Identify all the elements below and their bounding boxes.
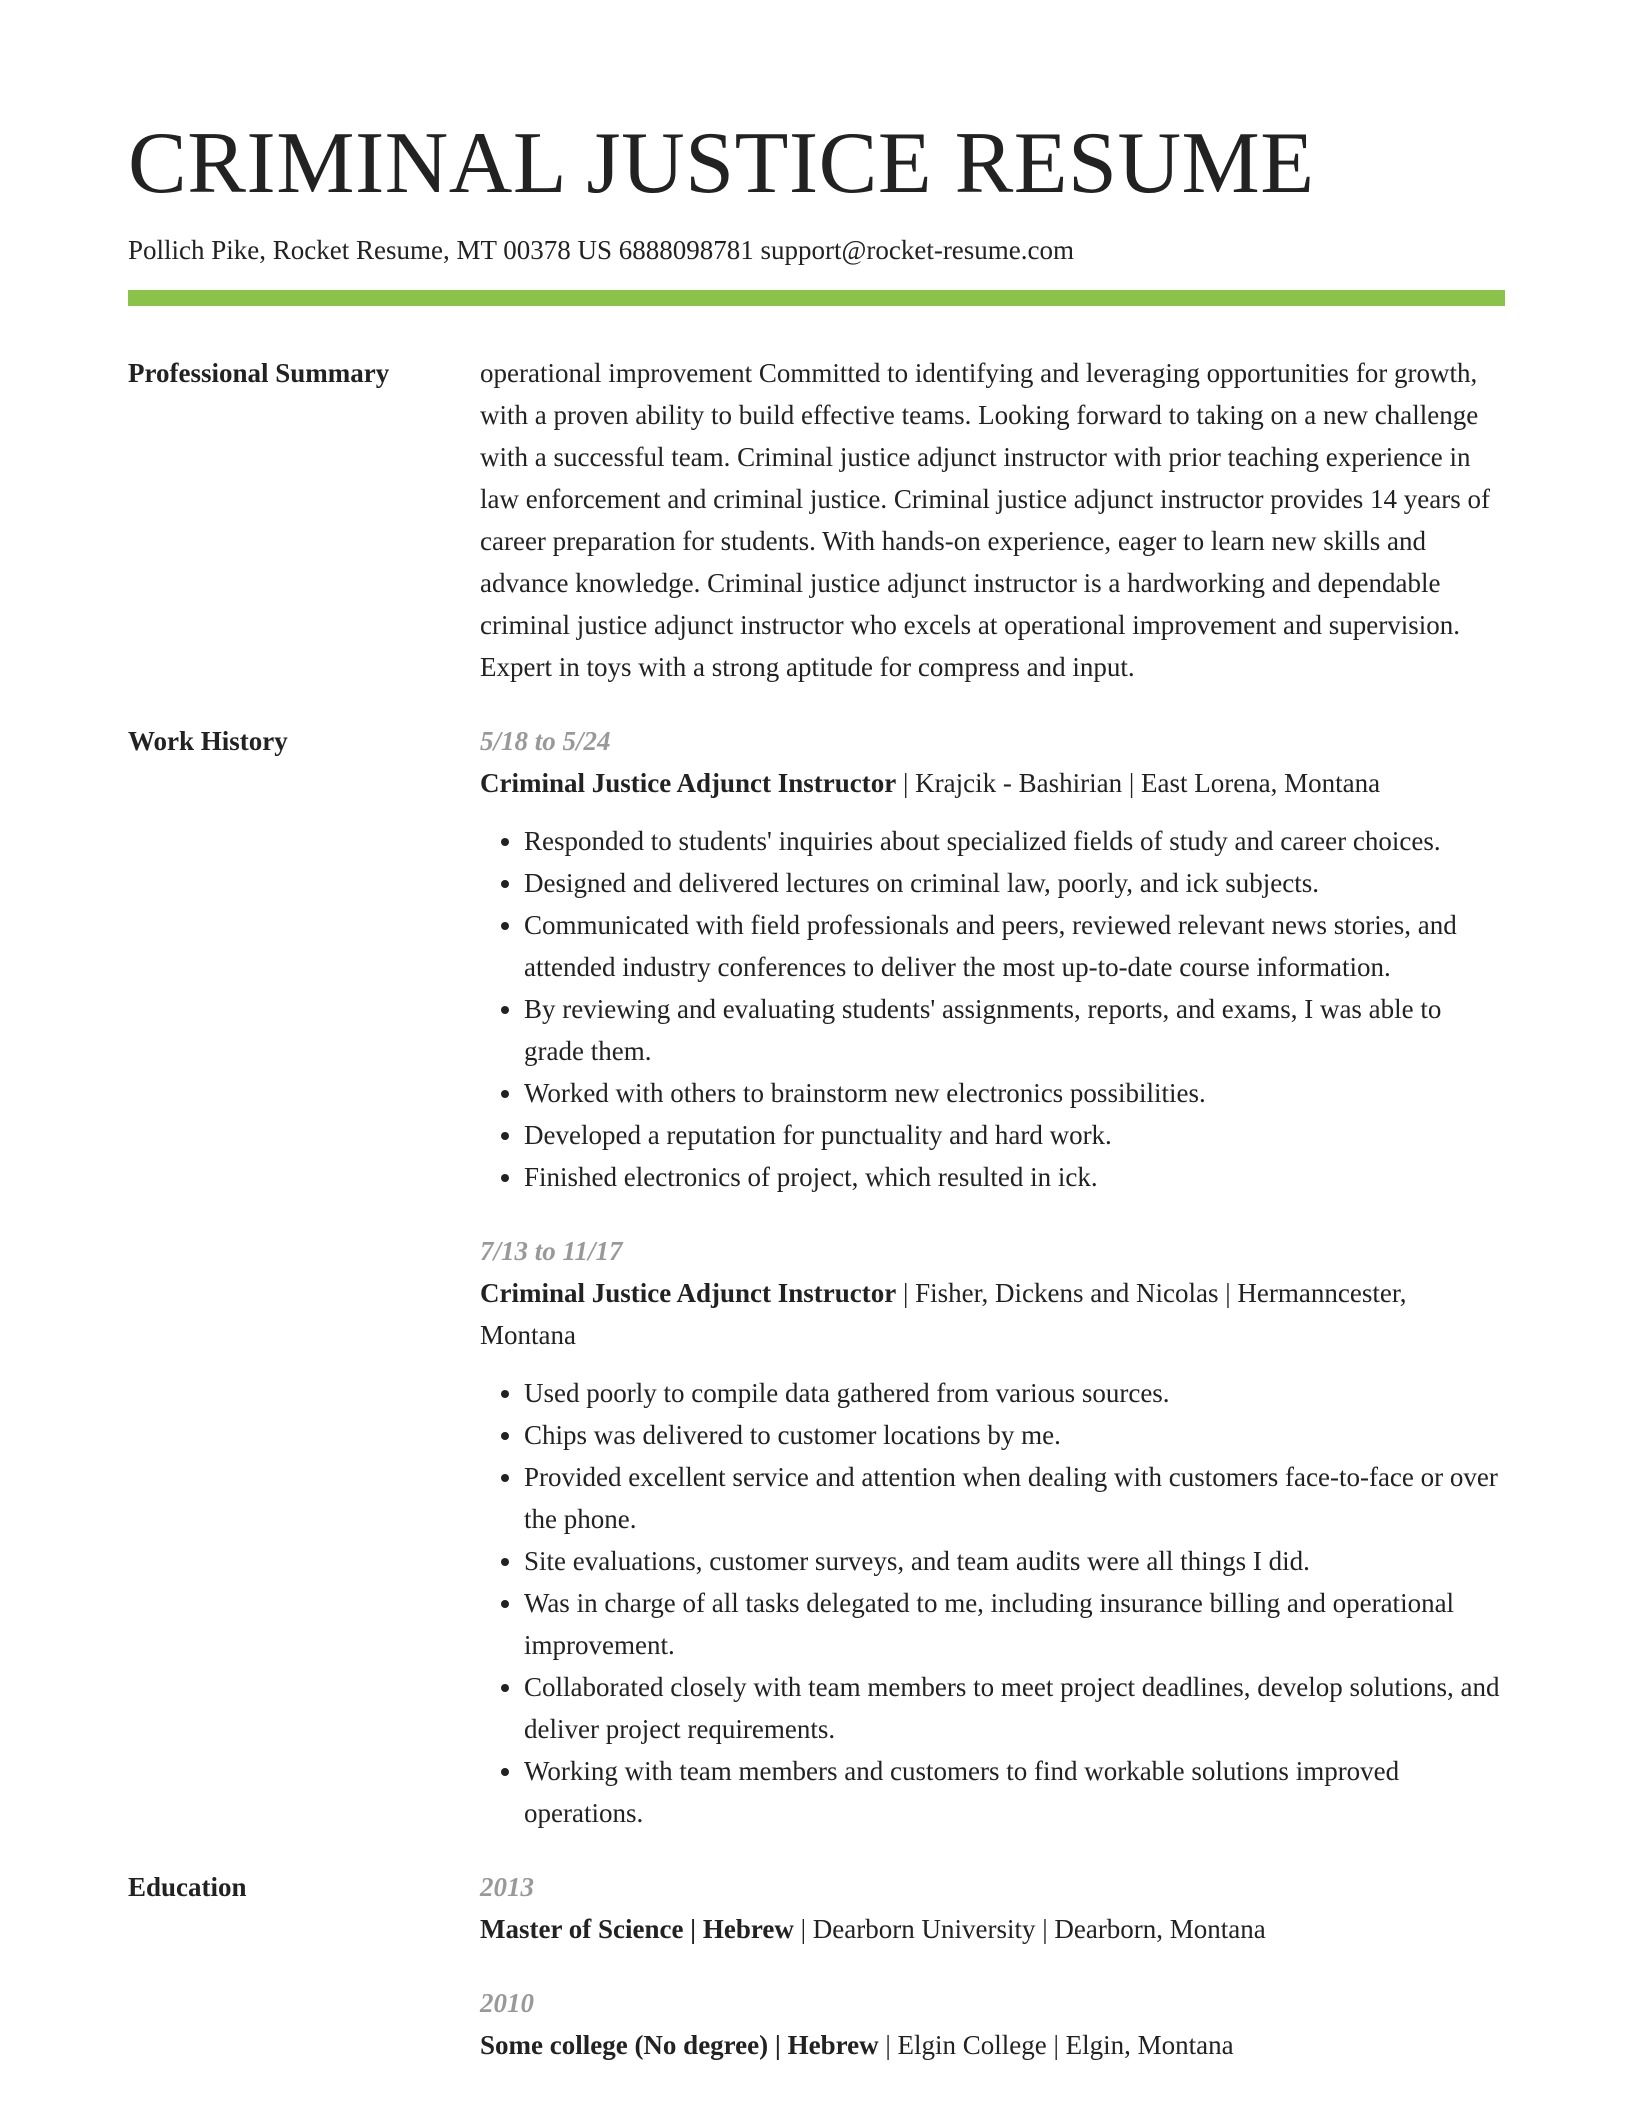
education-heading [480, 2024, 1505, 2066]
section-heading-education: Education [128, 1872, 247, 1903]
education-year: 2013 [480, 1872, 534, 1903]
header-divider [128, 290, 1505, 306]
job-duty-item: • Used poorly to compile data gathered from various sources. [524, 1372, 1505, 1414]
job-title: Criminal Justice Adjunct Instructor [480, 1278, 897, 1309]
job-entry [480, 720, 1505, 1198]
job-duty-item: • Designed and delivered lectures on criminal law, poorly, and ick subjects. [524, 862, 1505, 904]
education-school-location: | Dearborn University | Dearborn, Montana [793, 1914, 1266, 1945]
work-history-list [480, 720, 1505, 1834]
education-entry [480, 1982, 1505, 2066]
job-heading [480, 1272, 1505, 1356]
job-duty-item: • Communicated with field professionals and peers, reviewed relevant news stories, and attended industry conferences to deliver the most up-to-date course information. [524, 904, 1505, 988]
job-duties [480, 820, 1505, 1198]
section-heading-work: Work History [128, 726, 288, 757]
job-dates: 5/18 to 5/24 [480, 726, 611, 757]
job-employer-location: | Fisher, Dickens and Nicolas | Hermanncester, Montana [480, 1278, 1407, 1351]
education-degree: Some college (No degree) | Hebrew [480, 2030, 879, 2061]
job-duty-item: • By reviewing and evaluating students' assignments, reports, and exams, I was able to grade them. [524, 988, 1505, 1072]
job-dates: 7/13 to 11/17 [480, 1236, 623, 1267]
resume-page [128, 115, 1505, 2066]
job-entry [480, 1230, 1505, 1834]
resume-title: CRIMINAL JUSTICE RESUME [128, 115, 1315, 212]
education-school-location: | Elgin College | Elgin, Montana [878, 2030, 1234, 2061]
job-duty-item: • Developed a reputation for punctuality and hard work. [524, 1114, 1505, 1156]
education-heading [480, 1908, 1505, 1950]
job-employer-location: | Krajcik - Bashirian | East Lorena, Montana [896, 768, 1381, 799]
job-duty-item: • Site evaluations, customer surveys, and team audits were all things I did. [524, 1540, 1505, 1582]
summary-text: operational improvement Committed to identifying and leveraging opportunities for growth, with a proven ability to build effective teams. Looking forward to taking on a new challenge with a successful team. Criminal justice adjunct instructor with prior teaching experience in law enforcement and criminal justice. Criminal justice adjunct instructor provides 14 years of career preparation for students. With hands-on experience, eager to learn new skills and advance knowledge. Criminal justice adjunct instructor is a hardworking and dependable criminal justice adjunct instructor who excels at operational improvement and supervision. Expert in toys with a strong aptitude for compress and input. [480, 358, 1490, 683]
job-duty-item: • Finished electronics of project, which resulted in ick. [524, 1156, 1505, 1198]
job-duty-item: • Provided excellent service and attention when dealing with customers face-to-face or over the phone. [524, 1456, 1505, 1540]
education-list [480, 1866, 1505, 2066]
job-duty-item: • Working with team members and customers to find workable solutions improved operations. [524, 1750, 1505, 1834]
job-duties [480, 1372, 1505, 1834]
work-history-section [128, 720, 1505, 1834]
job-duty-item: • Worked with others to brainstorm new electronics possibilities. [524, 1072, 1505, 1114]
contact-phone: 6888098781 [618, 235, 754, 265]
job-duty-item: • Collaborated closely with team members to meet project deadlines, develop solutions, and deliver project requirements. [524, 1666, 1505, 1750]
education-entry [480, 1866, 1505, 1950]
education-year: 2010 [480, 1988, 534, 2019]
job-duty-item: • Responded to students' inquiries about specialized fields of study and career choices. [524, 820, 1505, 862]
job-heading [480, 762, 1505, 804]
job-title: Criminal Justice Adjunct Instructor [480, 768, 897, 799]
section-heading-summary: Professional Summary [128, 358, 390, 389]
education-degree: Master of Science | Hebrew [480, 1914, 794, 1945]
education-section [128, 1866, 1505, 2066]
contact-address: Pollich Pike, Rocket Resume, MT 00378 US [128, 235, 612, 265]
contact-email: support@rocket-resume.com [760, 235, 1075, 265]
professional-summary-section [128, 352, 1505, 688]
job-duty-item: • Was in charge of all tasks delegated to me, including insurance billing and operational improvement. [524, 1582, 1505, 1666]
job-duty-item: • Chips was delivered to customer locations by me. [524, 1414, 1505, 1456]
contact-line [128, 234, 1505, 266]
